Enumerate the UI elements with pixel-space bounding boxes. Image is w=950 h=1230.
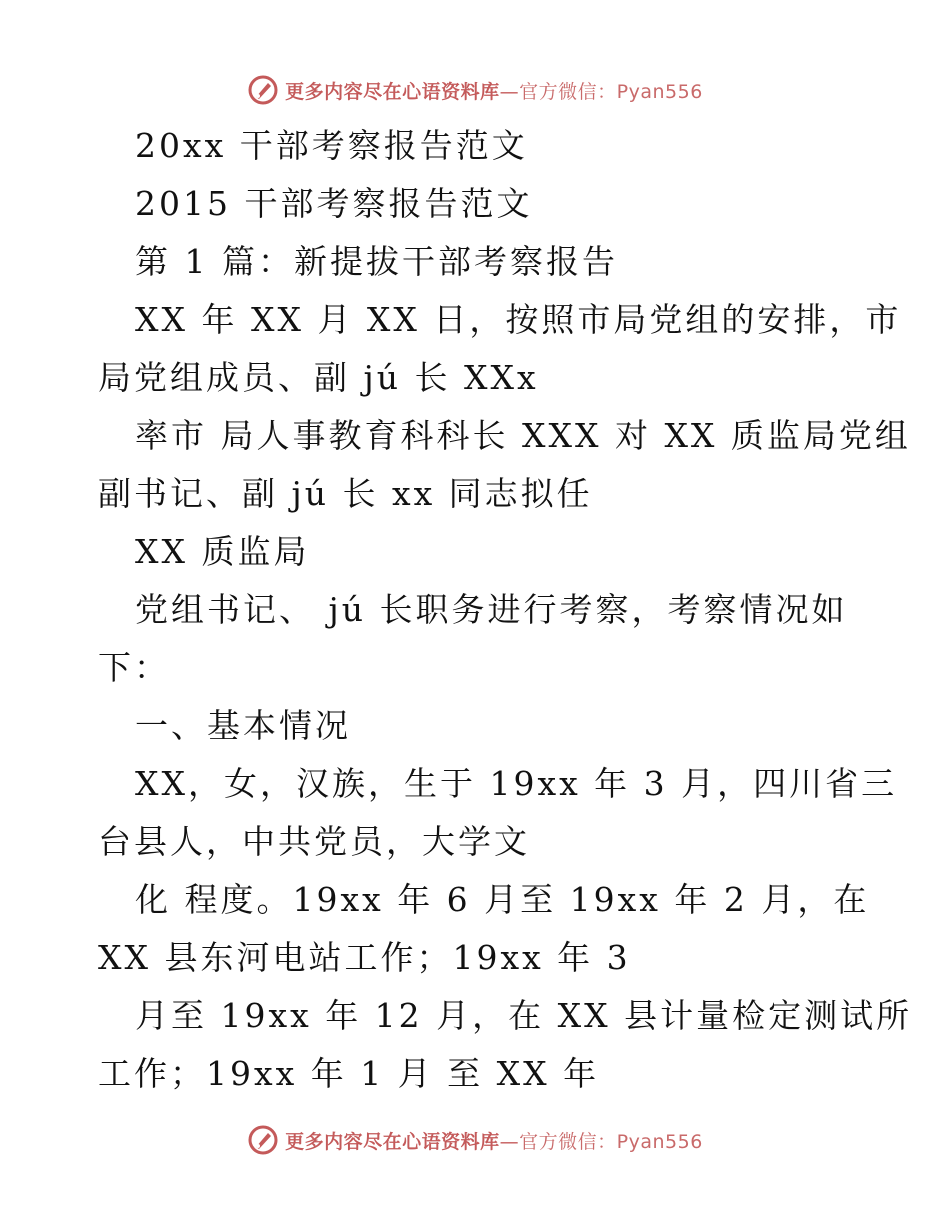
- text-line: 副书记、副 jú 长 xx 同志拟任: [98, 474, 593, 513]
- banner-contact: 官方微信：Pyan556: [519, 1130, 703, 1153]
- text-line: 下：: [98, 648, 170, 687]
- banner-slogan: 更多内容尽在心语资料库: [285, 1130, 500, 1153]
- text-line: 党组书记、 jú 长职务进行考察，考察情况如: [135, 590, 848, 629]
- text-line: 工作；19xx 年 1 月 至 XX 年: [98, 1054, 600, 1093]
- text-line: XX 县东河电站工作；19xx 年 3: [98, 938, 631, 977]
- footer-banner: [0, 1122, 950, 1158]
- text-line: 20xx 干部考察报告范文: [135, 126, 528, 165]
- text-line: 率市 局人事教育科科长 XXX 对 XX 质监局党组: [135, 416, 911, 455]
- text-line: 台县人，中共党员，大学文: [98, 822, 530, 861]
- text-line: XX，女，汉族，生于 19xx 年 3 月，四川省三: [135, 764, 898, 803]
- banner-separator: —: [499, 1130, 520, 1153]
- section-heading: 一、基本情况: [135, 706, 351, 745]
- text-line: 月至 19xx 年 12 月，在 XX 县计量检定测试所: [135, 996, 913, 1035]
- text-line: 局党组成员、副 jú 长 XXx: [98, 358, 539, 397]
- text-line: 化 程度。19xx 年 6 月至 19xx 年 2 月，在: [135, 880, 870, 919]
- text-line: 2015 干部考察报告范文: [135, 184, 533, 223]
- banner-slogan: 更多内容尽在心语资料库: [285, 80, 500, 103]
- pen-nib-logo-icon: [247, 1124, 279, 1156]
- text-line: XX 年 XX 月 XX 日，按照市局党组的安排，市: [135, 300, 902, 339]
- text-line: 第 1 篇：新提拔干部考察报告: [135, 242, 618, 281]
- banner-separator: —: [499, 80, 520, 103]
- banner-contact: 官方微信：Pyan556: [519, 80, 703, 103]
- text-line: XX 质监局: [135, 532, 310, 571]
